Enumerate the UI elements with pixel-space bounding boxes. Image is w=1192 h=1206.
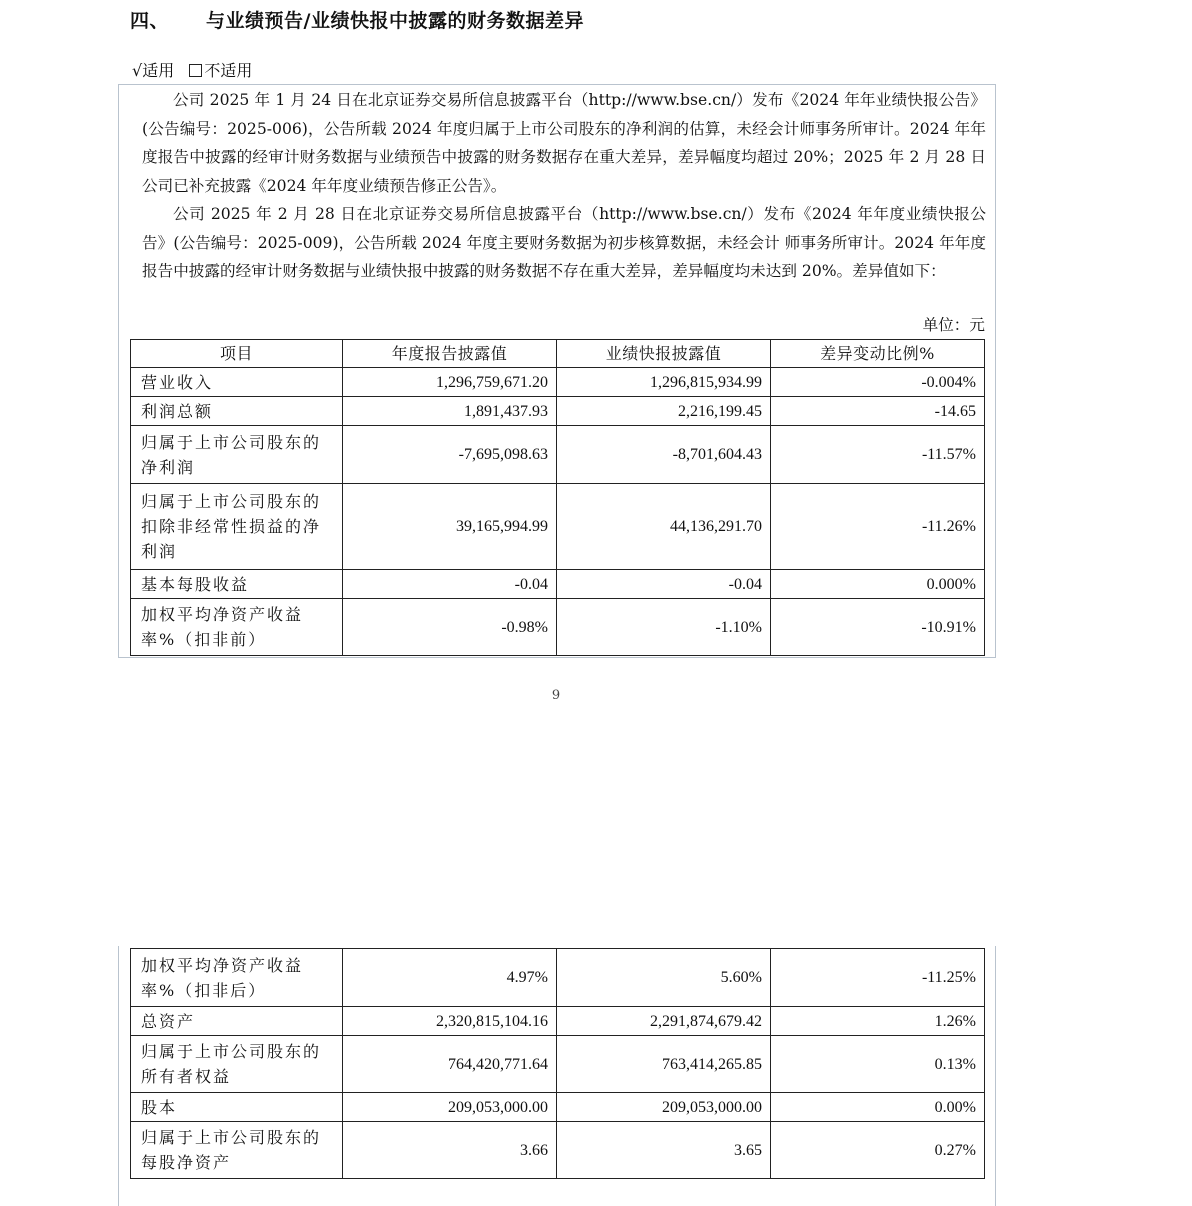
- section-heading: [130, 6, 584, 33]
- annual-value: 764,420,771.64: [343, 1036, 557, 1093]
- header-express-value: 业绩快报披露值: [557, 340, 771, 368]
- table-row: [131, 1007, 985, 1036]
- annual-value: -0.04: [343, 570, 557, 599]
- table-row: [131, 1093, 985, 1122]
- annual-value: 1,891,437.93: [343, 397, 557, 426]
- express-value: 5.60%: [557, 949, 771, 1007]
- annual-value: 209,053,000.00: [343, 1093, 557, 1122]
- applicability-options: [132, 58, 252, 81]
- difference-ratio: 0.000%: [771, 570, 985, 599]
- paragraph-forecast: 公司 2025 年 1 月 24 日在北京证券交易所信息披露平台（http://www.bse.cn/）发布《2024 年年业绩快报公告》(公告编号：2025-006)，公告所载 2024 年度归属于上市公司股东的净利润的估算，未经会计师事务所审计。2024 年年度报告中披露的经审计财务数据与业绩预告中披露的财务数据存在重大差异，差异幅度均超过 20%；2025 年 2 月 28 日公司已补充披露《2024 年年度业绩预告修正公告》。: [142, 91, 986, 195]
- express-value: 1,296,815,934.99: [557, 368, 771, 397]
- row-label: 加权平均净资产收益率%（扣非后）: [131, 949, 343, 1007]
- table-row: [131, 426, 985, 484]
- table-row: [131, 599, 985, 656]
- row-label: 利润总额: [131, 397, 343, 426]
- row-label: 总资产: [131, 1007, 343, 1036]
- annual-value: 39,165,994.99: [343, 484, 557, 570]
- row-label: 营业收入: [131, 368, 343, 397]
- express-value: -8,701,604.43: [557, 426, 771, 484]
- difference-ratio: -0.004%: [771, 368, 985, 397]
- row-label: 归属于上市公司股东的所有者权益: [131, 1036, 343, 1093]
- table-row: [131, 1122, 985, 1179]
- page-number: 9: [551, 688, 561, 703]
- express-value: 44,136,291.70: [557, 484, 771, 570]
- table-row: [131, 570, 985, 599]
- express-value: 2,291,874,679.42: [557, 1007, 771, 1036]
- table-row: [131, 397, 985, 426]
- paragraph-express-report: 公司 2025 年 2 月 28 日在北京证券交易所信息披露平台（http://www.bse.cn/）发布《2024 年年度业绩快报公告》(公告编号：2025-009)，公告所载 2024 年度主要财务数据为初步核算数据，未经会计 师事务所审计。2024 年年度报告中披露的经审计财务数据与业绩快报中披露的财务数据不存在重大差异，差异幅度均未达到 20%。差异值如下：: [142, 205, 986, 280]
- row-label: 股本: [131, 1093, 343, 1122]
- annual-value: -0.98%: [343, 599, 557, 656]
- express-value: 209,053,000.00: [557, 1093, 771, 1122]
- express-value: 3.65: [557, 1122, 771, 1179]
- row-label: 归属于上市公司股东的净利润: [131, 426, 343, 484]
- row-label: 加权平均净资产收益率%（扣非前）: [131, 599, 343, 656]
- check-mark-icon: √: [132, 61, 143, 80]
- express-value: -0.04: [557, 570, 771, 599]
- express-value: -1.10%: [557, 599, 771, 656]
- header-annual-value: 年度报告披露值: [343, 340, 557, 368]
- annual-value: 2,320,815,104.16: [343, 1007, 557, 1036]
- difference-ratio: -11.25%: [771, 949, 985, 1007]
- empty-checkbox-icon: [189, 64, 202, 77]
- difference-table: [130, 339, 985, 656]
- express-value: 2,216,199.45: [557, 397, 771, 426]
- header-difference-ratio: 差异变动比例%: [771, 340, 985, 368]
- row-label: 基本每股收益: [131, 570, 343, 599]
- applicable-label: 适用: [142, 61, 175, 80]
- table-row: [131, 484, 985, 570]
- difference-ratio: -14.65: [771, 397, 985, 426]
- difference-ratio: 0.13%: [771, 1036, 985, 1093]
- difference-ratio: 1.26%: [771, 1007, 985, 1036]
- annual-value: 1,296,759,671.20: [343, 368, 557, 397]
- difference-table-continued: [130, 948, 985, 1179]
- annual-value: -7,695,098.63: [343, 426, 557, 484]
- annual-value: 3.66: [343, 1122, 557, 1179]
- row-label: 归属于上市公司股东的扣除非经常性损益的净利润: [131, 484, 343, 570]
- difference-ratio: 0.27%: [771, 1122, 985, 1179]
- not-applicable-label: 不适用: [204, 61, 253, 80]
- difference-ratio: -11.26%: [771, 484, 985, 570]
- table-row: [131, 368, 985, 397]
- table-row: [131, 949, 985, 1007]
- difference-ratio: -10.91%: [771, 599, 985, 656]
- express-value: 763,414,265.85: [557, 1036, 771, 1093]
- section-title: 与业绩预告/业绩快报中披露的财务数据差异: [206, 10, 584, 32]
- header-item: 项目: [131, 340, 343, 368]
- difference-ratio: -11.57%: [771, 426, 985, 484]
- section-number: 四、: [130, 10, 170, 32]
- table-header-row: [131, 340, 985, 368]
- difference-ratio: 0.00%: [771, 1093, 985, 1122]
- unit-label: 单位：元: [922, 316, 985, 334]
- table-row: [131, 1036, 985, 1093]
- annual-value: 4.97%: [343, 949, 557, 1007]
- row-label: 归属于上市公司股东的每股净资产: [131, 1122, 343, 1179]
